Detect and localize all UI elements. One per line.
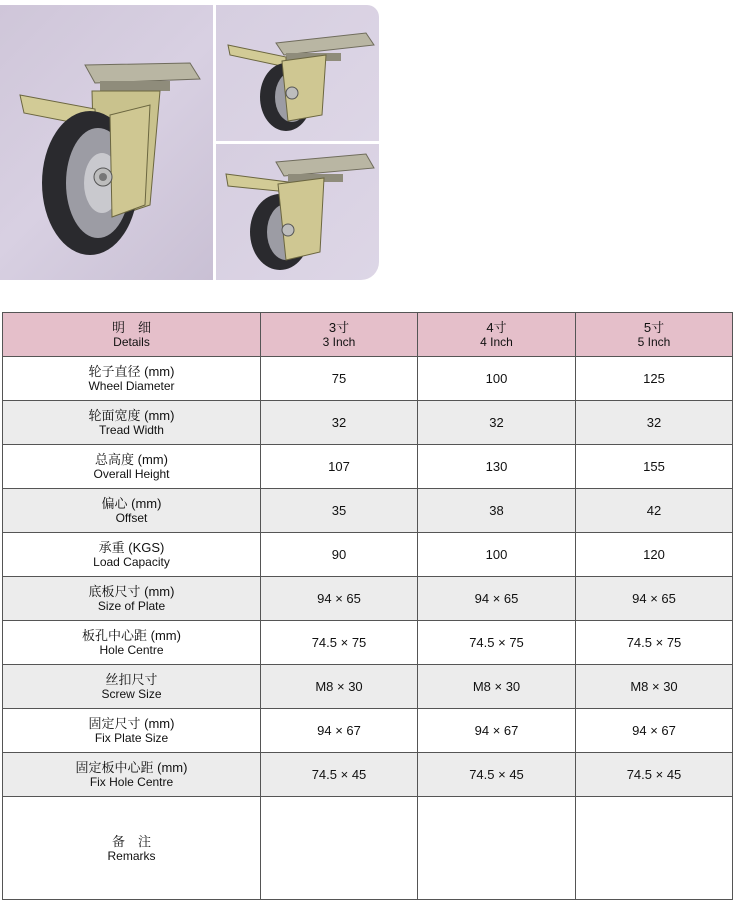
caster-photo-bottom-right <box>216 144 379 280</box>
cell-value: 125 <box>576 357 733 401</box>
row-label-en: Tread Width <box>99 423 164 437</box>
header-col-4inch <box>418 313 576 357</box>
cell-value: 74.5 × 45 <box>261 753 418 797</box>
row-label-cn: 偏心 (mm) <box>101 496 162 511</box>
row-label-cn: 固定尺寸 (mm) <box>88 716 175 731</box>
cell-value: 107 <box>261 445 418 489</box>
table-row <box>3 357 733 401</box>
cell-value: 32 <box>261 401 418 445</box>
header-col-cn: 4寸 <box>486 320 507 335</box>
cell-value: 94 × 65 <box>576 577 733 621</box>
cell-value: 94 × 65 <box>418 577 576 621</box>
cell-value: 35 <box>261 489 418 533</box>
header-details-cn: 明 细 <box>111 320 151 335</box>
header-col-en: 3 Inch <box>322 335 356 349</box>
remarks-cell <box>576 797 733 900</box>
row-label <box>3 621 261 665</box>
remarks-label-cn: 备 注 <box>111 833 151 849</box>
cell-value: 74.5 × 75 <box>261 621 418 665</box>
table-row <box>3 489 733 533</box>
header-col-5inch <box>576 313 733 357</box>
product-photos <box>0 0 380 282</box>
row-label-en: Wheel Diameter <box>88 379 175 393</box>
table-row <box>3 665 733 709</box>
table-row <box>3 621 733 665</box>
row-label-cn: 丝扣尺寸 <box>105 672 158 687</box>
cell-value: 130 <box>418 445 576 489</box>
cell-value: 100 <box>418 357 576 401</box>
row-label <box>3 357 261 401</box>
remarks-cell <box>418 797 576 900</box>
table-row <box>3 445 733 489</box>
caster-image-top-right <box>216 5 379 141</box>
cell-value: 32 <box>576 401 733 445</box>
cell-value: 74.5 × 75 <box>418 621 576 665</box>
row-label-en: Size of Plate <box>97 599 166 613</box>
row-label <box>3 577 261 621</box>
cell-value: 94 × 67 <box>576 709 733 753</box>
table-row <box>3 533 733 577</box>
header-details-en: Details <box>113 335 150 349</box>
row-label-cn: 板孔中心距 (mm) <box>82 628 181 643</box>
row-label <box>3 665 261 709</box>
caster-image-bottom-right <box>216 144 379 280</box>
row-label-en: Fix Plate Size <box>94 731 169 745</box>
row-label <box>3 489 261 533</box>
header-details <box>3 313 261 357</box>
row-label <box>3 401 261 445</box>
cell-value: 155 <box>576 445 733 489</box>
cell-value: 74.5 × 45 <box>418 753 576 797</box>
row-label-en: Hole Centre <box>99 643 164 657</box>
cell-value: 100 <box>418 533 576 577</box>
cell-value: 74.5 × 45 <box>576 753 733 797</box>
row-label-cn: 轮面宽度 (mm) <box>88 408 175 423</box>
cell-value: M8 × 30 <box>418 665 576 709</box>
cell-value: 74.5 × 75 <box>576 621 733 665</box>
table-row <box>3 709 733 753</box>
row-label-cn: 底板尺寸 (mm) <box>88 584 175 599</box>
cell-value: M8 × 30 <box>576 665 733 709</box>
remarks-row <box>3 797 733 900</box>
row-label-cn: 总高度 (mm) <box>95 452 168 467</box>
remarks-cell <box>261 797 418 900</box>
remarks-label <box>3 797 261 900</box>
row-label-cn: 轮子直径 (mm) <box>88 364 175 379</box>
caster-photo-top-right <box>216 5 379 141</box>
table-row <box>3 401 733 445</box>
row-label <box>3 533 261 577</box>
caster-photo-large <box>0 5 213 280</box>
cell-value: 120 <box>576 533 733 577</box>
cell-value: 32 <box>418 401 576 445</box>
header-col-en: 5 Inch <box>637 335 671 349</box>
caster-image-large <box>0 5 213 280</box>
remarks-label-en: Remarks <box>107 848 156 863</box>
row-label-en: Load Capacity <box>93 555 170 569</box>
row-label-en: Screw Size <box>101 687 162 701</box>
header-col-cn: 5寸 <box>643 320 665 335</box>
cell-value: 90 <box>261 533 418 577</box>
cell-value: 94 × 67 <box>261 709 418 753</box>
row-label <box>3 709 261 753</box>
header-col-en: 4 Inch <box>480 335 513 349</box>
cell-value: 42 <box>576 489 733 533</box>
cell-value: 75 <box>261 357 418 401</box>
row-label-cn: 承重 (KGS) <box>98 540 165 555</box>
cell-value: M8 × 30 <box>261 665 418 709</box>
table-header-row <box>3 313 733 357</box>
cell-value: 94 × 67 <box>418 709 576 753</box>
cell-value: 94 × 65 <box>261 577 418 621</box>
spec-table <box>2 312 733 900</box>
row-label <box>3 445 261 489</box>
cell-value: 38 <box>418 489 576 533</box>
table-row <box>3 577 733 621</box>
row-label-en: Fix Hole Centre <box>89 775 174 789</box>
header-col-cn: 3寸 <box>328 320 350 335</box>
table-row <box>3 753 733 797</box>
row-label-en: Overall Height <box>93 467 170 481</box>
header-col-3inch <box>261 313 418 357</box>
row-label <box>3 753 261 797</box>
row-label-cn: 固定板中心距 (mm) <box>75 760 188 775</box>
row-label-en: Offset <box>115 511 148 525</box>
